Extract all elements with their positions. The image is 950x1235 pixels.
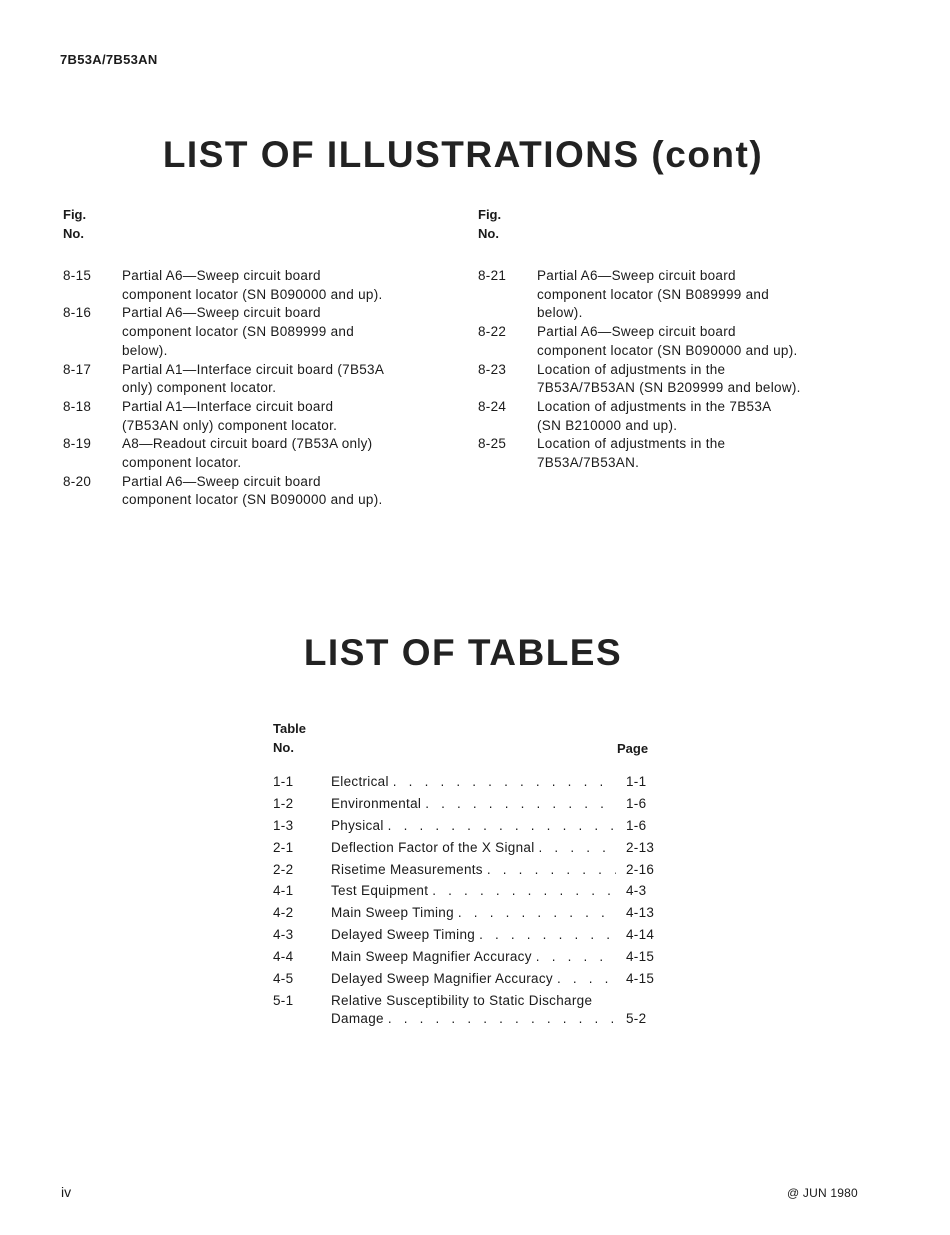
figure-caption-line: Partial A6—Sweep circuit board: [122, 305, 321, 321]
table-number: 1-1: [273, 774, 294, 789]
table-number: 5-1: [273, 992, 294, 1008]
figure-caption-line: 7B53A/7B53AN.: [537, 455, 640, 471]
figure-entry: [63, 473, 423, 510]
figure-caption-line: component locator (SN B090000 and up).: [122, 286, 383, 302]
figure-caption: [122, 435, 423, 472]
table-page-number: 4-14: [626, 927, 655, 943]
figure-caption-line: component locator (SN B090000 and up).: [122, 492, 383, 508]
dot-leader: [458, 904, 616, 923]
figure-number: 8-23: [478, 361, 507, 377]
figure-caption-line: 7B53A/7B53AN (SN B209999 and below).: [537, 380, 801, 396]
figure-caption-line: A8—Readout circuit board (7B53A only): [122, 436, 373, 452]
figure-entry: [478, 361, 838, 398]
fig-no-column-header: Fig. No.: [478, 207, 502, 241]
figure-entry: [478, 398, 838, 435]
page-number: iv: [61, 1184, 72, 1200]
table-title: Test Equipment: [331, 883, 429, 899]
figure-caption: [122, 473, 423, 510]
table-title-line: [331, 926, 616, 945]
illustrations-right-column: [478, 205, 838, 473]
figure-number: 8-20: [63, 473, 92, 489]
figure-entry: [478, 267, 838, 323]
dot-leader: [487, 861, 616, 880]
table-title-line: [331, 773, 616, 792]
table-page-number: 2-16: [626, 861, 655, 877]
figure-number: 8-22: [478, 324, 507, 340]
table-entry: [273, 992, 663, 1029]
dot-leader: [539, 839, 616, 858]
figure-entry: [478, 323, 838, 360]
figure-caption-line: below).: [537, 305, 583, 321]
table-number: 4-2: [273, 905, 294, 921]
table-title: Deflection Factor of the X Signal: [331, 839, 535, 855]
figure-caption-line: only) component locator.: [122, 380, 277, 396]
dot-leader: [479, 926, 616, 945]
dot-leader: [432, 882, 616, 901]
table-title: Damage: [331, 1011, 384, 1027]
fig-no-column-header: Fig. No.: [63, 207, 87, 241]
table-title-line: [331, 1010, 616, 1029]
table-title-line: [331, 882, 616, 901]
illustrations-left-column: [63, 205, 423, 510]
table-page-number: 4-13: [626, 905, 655, 921]
figure-entry: [478, 435, 838, 472]
dot-leader: [388, 1010, 616, 1029]
table-column-label: Table: [273, 721, 306, 736]
figure-number: 8-25: [478, 436, 507, 452]
figure-entry: [63, 435, 423, 472]
table-title-cell: [331, 861, 616, 880]
figure-caption-line: component locator (SN B089999 and: [537, 286, 770, 302]
table-title-line: [331, 817, 616, 836]
list-of-tables-title: LIST OF TABLES: [303, 632, 623, 673]
table-title-cell: [331, 817, 616, 836]
table-entry: [273, 795, 663, 814]
table-title: Electrical: [331, 774, 389, 789]
table-number: 4-4: [273, 949, 294, 965]
table-entry: [273, 904, 663, 923]
figure-caption-line: component locator (SN B089999 and: [122, 324, 355, 340]
figure-caption-line: Partial A1—Interface circuit board: [122, 398, 334, 414]
dot-leader: [425, 795, 616, 814]
figure-entry: [63, 267, 423, 304]
figure-caption: [122, 398, 423, 435]
table-entry: [273, 970, 663, 989]
table-page-number: 4-15: [626, 971, 655, 987]
dot-leader: [393, 773, 616, 792]
dot-leader: [557, 970, 616, 989]
table-page-number: 4-3: [626, 883, 647, 899]
table-title: Relative Susceptibility to Static Discharge: [331, 992, 593, 1008]
table-title-cell: [331, 882, 616, 901]
tables-list: [273, 719, 663, 1032]
table-title: Physical: [331, 817, 384, 833]
figure-caption: [537, 267, 838, 323]
table-entry: [273, 773, 663, 792]
figure-caption-line: Partial A6—Sweep circuit board: [537, 324, 736, 340]
table-number: 4-5: [273, 971, 294, 987]
figure-entry: [63, 398, 423, 435]
tables-entries: [273, 773, 663, 1029]
figure-caption: [537, 323, 838, 360]
figure-entry: [63, 361, 423, 398]
figure-caption: [122, 361, 423, 398]
figure-caption: [537, 361, 838, 398]
table-title-cell: [331, 970, 616, 989]
table-title-line: [331, 992, 616, 1011]
table-title: Delayed Sweep Timing: [331, 927, 476, 943]
figure-caption-line: Partial A6—Sweep circuit board: [537, 268, 736, 283]
figure-number: 8-18: [63, 398, 92, 414]
table-number: 1-3: [273, 817, 294, 833]
figure-caption: [537, 435, 838, 472]
dot-leader: [536, 948, 616, 967]
figure-caption: [122, 304, 423, 360]
table-entry: [273, 839, 663, 858]
figure-caption-line: Location of adjustments in the: [537, 361, 726, 377]
table-title-cell: [331, 795, 616, 814]
table-entry: [273, 882, 663, 901]
figure-caption-line: component locator.: [122, 455, 242, 471]
figure-number: 8-15: [63, 268, 92, 283]
table-title-cell: [331, 948, 616, 967]
illustrations-left-list: [63, 267, 423, 510]
table-title: Environmental: [331, 795, 422, 811]
copyright-date: @ JUN 1980: [787, 1186, 858, 1200]
document-model-header: 7B53A/7B53AN: [60, 52, 158, 67]
figure-caption: [537, 398, 838, 435]
table-page-number: 2-13: [626, 839, 655, 855]
figure-number: 8-17: [63, 361, 92, 377]
figure-number: 8-19: [63, 436, 92, 452]
list-of-illustrations-title: LIST OF ILLUSTRATIONS (cont): [162, 134, 764, 175]
figure-caption-line: Partial A6—Sweep circuit board: [122, 473, 321, 489]
table-title: Delayed Sweep Magnifier Accuracy: [331, 971, 553, 987]
figure-number: 8-24: [478, 398, 507, 414]
table-title-cell: [331, 992, 616, 1029]
figure-caption-line: (SN B210000 and up).: [537, 417, 678, 433]
illustrations-right-list: [478, 267, 838, 473]
table-number: 4-1: [273, 883, 294, 899]
table-page-number: 5-2: [626, 1011, 647, 1027]
table-number: 2-1: [273, 839, 294, 855]
table-title-cell: [331, 773, 616, 792]
table-entry: [273, 817, 663, 836]
table-title-line: [331, 795, 616, 814]
table-title-line: [331, 970, 616, 989]
figure-caption-line: Partial A6—Sweep circuit board: [122, 268, 321, 283]
figure-number: 8-16: [63, 305, 92, 321]
table-title-cell: [331, 926, 616, 945]
table-page-number: 1-6: [626, 817, 647, 833]
page-column-label: Page: [617, 741, 649, 756]
figure-caption-line: below).: [122, 342, 168, 358]
figure-caption-line: component locator (SN B090000 and up).: [537, 342, 798, 358]
table-page-number: 1-1: [626, 774, 647, 789]
dot-leader: [388, 817, 616, 836]
table-page-number: 4-15: [626, 949, 655, 965]
table-title-line: [331, 861, 616, 880]
figure-caption-line: Location of adjustments in the 7B53A: [537, 398, 772, 414]
table-title-cell: [331, 839, 616, 858]
table-title-line: [331, 948, 616, 967]
table-number: 2-2: [273, 861, 294, 877]
table-entry: [273, 926, 663, 945]
figure-entry: [63, 304, 423, 360]
figure-caption-line: Location of adjustments in the: [537, 436, 726, 452]
no-column-label: No.: [273, 740, 294, 755]
table-title: Main Sweep Timing: [331, 905, 454, 921]
tables-column-header: [273, 719, 663, 773]
table-title: Main Sweep Magnifier Accuracy: [331, 949, 532, 965]
table-title-line: [331, 904, 616, 923]
figure-caption: [122, 267, 423, 304]
figure-caption-line: Partial A1—Interface circuit board (7B53A: [122, 361, 385, 377]
figure-number: 8-21: [478, 268, 507, 283]
table-title-line: [331, 839, 616, 858]
table-title: Risetime Measurements: [331, 861, 483, 877]
table-entry: [273, 861, 663, 880]
table-page-number: 1-6: [626, 795, 647, 811]
table-entry: [273, 948, 663, 967]
table-number: 1-2: [273, 795, 294, 811]
figure-caption-line: (7B53AN only) component locator.: [122, 417, 338, 433]
table-number: 4-3: [273, 927, 294, 943]
table-title-cell: [331, 904, 616, 923]
